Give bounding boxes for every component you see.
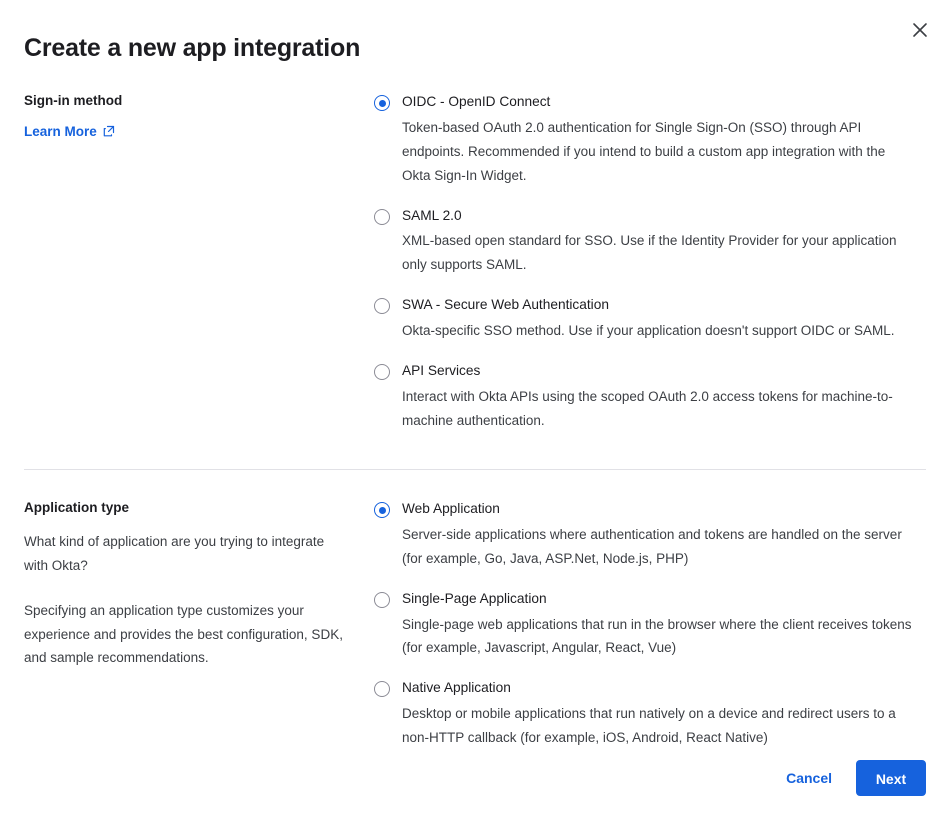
apptype-option-web-desc: Server-side applications where authentication and tokens are handled on the server (for example, Go, Java, ASP.Net, Node.js, PHP) (402, 526, 902, 566)
application-type-options (374, 499, 926, 750)
signin-option-oidc[interactable] (374, 92, 926, 188)
apptype-option-native-desc: Desktop or mobile applications that run natively on a device and redirect users to a non-HTTP callback (for example, iOS, Android, React Native) (402, 706, 896, 746)
signin-option-api-services-desc: Interact with Okta APIs using the scoped OAuth 2.0 access tokens for machine-to-machine authentication. (402, 388, 893, 428)
apptype-option-spa[interactable] (374, 589, 926, 661)
radio-api-services[interactable] (374, 364, 390, 380)
signin-option-saml-body (402, 206, 926, 278)
radio-web-application[interactable] (374, 502, 390, 518)
signin-option-saml-desc: XML-based open standard for SSO. Use if the Identity Provider for your application only supports SAML. (402, 233, 897, 273)
radio-saml[interactable] (374, 209, 390, 225)
signin-option-swa-title: SWA - Secure Web Authentication (402, 297, 609, 313)
external-link-icon (103, 125, 115, 137)
apptype-option-spa-body (402, 589, 926, 661)
learn-more-link[interactable] (24, 124, 115, 139)
signin-method-section (24, 92, 926, 433)
apptype-option-native-body (402, 678, 926, 750)
signin-option-swa-desc: Okta-specific SSO method. Use if your application doesn't support OIDC or SAML. (402, 323, 895, 339)
signin-option-saml[interactable] (374, 206, 926, 278)
radio-native-application[interactable] (374, 681, 390, 697)
application-type-desc-1: What kind of application are you trying to integrate with Okta? (24, 533, 325, 573)
next-button[interactable]: Next (856, 760, 926, 796)
radio-single-page-application[interactable] (374, 592, 390, 608)
apptype-option-native-title: Native Application (402, 680, 511, 696)
application-type-desc-2: Specifying an application type customizes your experience and provides the best configuration, SDK, and sample recommendations. (24, 603, 343, 666)
apptype-option-web[interactable] (374, 499, 926, 571)
application-type-section (24, 499, 926, 750)
dialog-footer (24, 760, 926, 796)
close-icon[interactable] (906, 16, 934, 44)
radio-swa[interactable] (374, 298, 390, 314)
signin-method-left-column (24, 92, 374, 433)
signin-option-oidc-desc: Token-based OAuth 2.0 authentication for Single Sign-On (SSO) through API endpoints. Recommended if you intend to build a custom app integration with the Okta Sign-In Widget. (402, 119, 886, 183)
signin-option-api-services-title: API Services (402, 362, 481, 378)
signin-option-oidc-title: OIDC - OpenID Connect (402, 94, 551, 109)
close-icon-glyph (912, 22, 928, 38)
section-divider (24, 469, 926, 470)
apptype-option-spa-desc: Single-page web applications that run in the browser where the client receives tokens (for example, Javascript, Angular, React, Vue) (402, 616, 912, 656)
learn-more-label: Learn More (24, 123, 97, 139)
application-type-label: Application type (24, 500, 130, 515)
apptype-option-web-title: Web Application (402, 501, 500, 516)
signin-option-api-services-body (402, 361, 926, 433)
page-title: Create a new app integration (24, 34, 361, 62)
apptype-option-spa-title: Single-Page Application (402, 590, 547, 606)
signin-method-label: Sign-in method (24, 93, 123, 108)
signin-option-saml-title: SAML 2.0 (402, 207, 462, 223)
cancel-button[interactable]: Cancel (778, 760, 840, 796)
signin-option-api-services[interactable] (374, 361, 926, 433)
signin-option-oidc-body (402, 92, 926, 188)
signin-option-swa[interactable] (374, 295, 926, 343)
signin-method-options (374, 92, 926, 433)
apptype-option-native[interactable] (374, 678, 926, 750)
apptype-option-web-body (402, 499, 926, 571)
application-type-left-column (24, 499, 374, 750)
radio-oidc[interactable] (374, 95, 390, 111)
signin-option-swa-body (402, 295, 926, 343)
